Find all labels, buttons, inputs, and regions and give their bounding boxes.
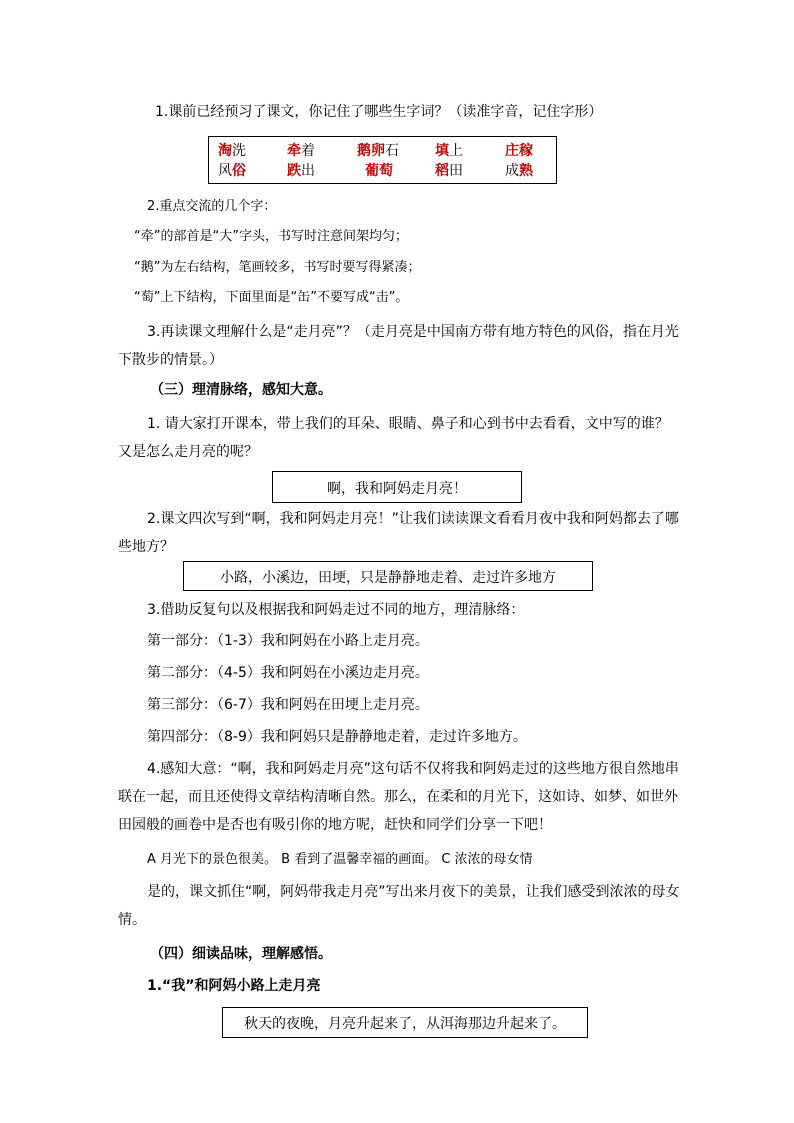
section-3-heading: （三）理清脉络，感知大意。 <box>150 382 332 398</box>
question-3: 3.再读课文理解什么是“走月亮”？（走月亮是中国南方带有地方特色的风俗，指在月光下散步的情景。） <box>118 324 679 368</box>
answer-paragraph: 是的，课文抓住“啊，阿妈带我走月亮”写出来月夜下的美景，让我们感受到浓浓的母女情。 <box>118 884 680 928</box>
vocab-word: 葡萄 <box>365 163 393 179</box>
note-1: “牵”的部首是“大”字头，书写时注意间架均匀； <box>134 229 408 244</box>
answer-box-3-text: 秋天的夜晚，月亮升起来了，从洱海那边升起来了。 <box>244 1016 566 1032</box>
vocab-word: 淘洗 <box>218 143 246 159</box>
section-4-question-1: 1.“我”和阿妈小路上走月亮 <box>147 978 321 994</box>
vocab-word: 鹅卵石 <box>357 143 399 159</box>
vocab-word: 风俗 <box>218 163 246 179</box>
answer-box-2 <box>183 561 593 591</box>
vocab-word: 跌出 <box>287 163 315 179</box>
section-3-question-4: 4.感知大意：“啊，我和阿妈走月亮”这句话不仅将我和阿妈走过的这些地方很自然地串联在一起，而且还使得文章结构清晰自然。那么，在柔和的月光下，这如诗、如梦、如世外田园般的画卷中是否也有吸引你的地方呢，赶快和同学们分享一下吧！ <box>118 761 679 833</box>
part-1: 第一部分：（1-3）我和阿妈在小路上走月亮。 <box>147 633 429 649</box>
answer-box-2-text: 小路，小溪边，田埂，只是静静地走着、走过许多地方 <box>220 570 556 586</box>
section-3-question-2: 2.课文四次写到“啊，我和阿妈走月亮！”让我们读读课文看看月夜中我和阿妈都去了哪些地方？ <box>118 511 679 555</box>
vocab-word: 庄稼 <box>505 143 533 159</box>
answer-options: A 月光下的景色很美。 B 看到了温馨幸福的画面。 C 浓浓的母女情 <box>147 852 533 867</box>
question-1: 1.课前已经预习了课文，你记住了哪些生字词？（读准字音，记住字形） <box>155 104 603 120</box>
question-2: 2.重点交流的几个字： <box>147 199 277 214</box>
part-2: 第二部分：（4-5）我和阿妈在小溪边走月亮。 <box>147 665 429 681</box>
vocab-word: 填上 <box>435 143 463 159</box>
vocabulary-table <box>208 136 557 184</box>
section-4-heading: （四）细读品味，理解感悟。 <box>150 946 332 962</box>
section-3-question-3: 3.借助反复句以及根据我和阿妈走过不同的地方，理清脉络： <box>147 602 525 618</box>
part-3: 第三部分：（6-7）我和阿妈在田埂上走月亮。 <box>147 697 429 713</box>
vocab-word: 成熟 <box>505 163 533 179</box>
note-2: “鹅”为左右结构，笔画较多，书写时要写得紧凑； <box>134 260 421 275</box>
answer-box-1 <box>272 471 522 503</box>
vocab-word: 牵着 <box>287 143 315 159</box>
answer-box-1-text: 啊，我和阿妈走月亮！ <box>327 481 467 497</box>
vocab-word: 稻田 <box>435 163 463 179</box>
note-3: “萄”上下结构，下面里面是“缶”不要写成“击”。 <box>134 290 409 305</box>
answer-box-3 <box>222 1007 588 1038</box>
part-4: 第四部分：（8-9）我和阿妈只是静静地走着，走过许多地方。 <box>147 729 527 745</box>
section-3-question-1: 1. 请大家打开课本，带上我们的耳朵、眼睛、鼻子和心到书中去看看，文中写的谁？又是怎么走月亮的呢？ <box>118 416 669 460</box>
